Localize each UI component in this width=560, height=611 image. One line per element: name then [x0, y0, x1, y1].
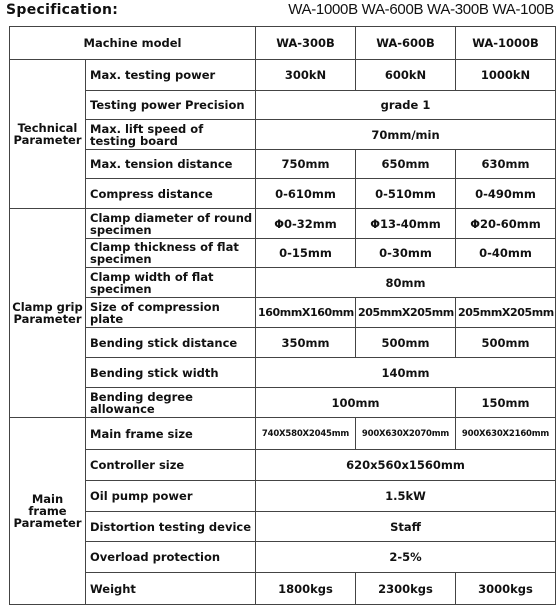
cell: 3000kgs: [456, 573, 556, 605]
table-row: [10, 209, 556, 239]
cell: 0-610mm: [256, 179, 356, 209]
row-label: Max. tension distance: [86, 150, 256, 179]
table-row: [10, 298, 556, 328]
cell: 0-40mm: [456, 239, 556, 268]
group-technical: Technical Parameter: [10, 60, 86, 209]
cell: 70mm/min: [256, 120, 556, 150]
cell: 0-490mm: [456, 179, 556, 209]
model-cell: WA-1000B: [456, 27, 556, 60]
cell: Staff: [256, 512, 556, 542]
row-label: Testing power Precision: [86, 91, 256, 120]
cell: 205mmX205mm: [356, 298, 456, 328]
cell: 100mm: [256, 388, 456, 418]
table-row: [10, 573, 556, 605]
page-title: Specification:: [6, 2, 119, 18]
table-row: [10, 418, 556, 450]
cell: 500mm: [456, 328, 556, 358]
model-label: Machine model: [10, 27, 256, 60]
cell: 160mmX160mm: [256, 298, 356, 328]
table-row: [10, 512, 556, 542]
cell: 630mm: [456, 150, 556, 179]
cell: 900X630X2070mm: [356, 418, 456, 450]
group-clamp: Clamp grip Parameter: [10, 209, 86, 418]
cell: 500mm: [356, 328, 456, 358]
table-row: [10, 91, 556, 120]
table-row: [10, 358, 556, 388]
table-row: [10, 239, 556, 268]
cell: 1800kgs: [256, 573, 356, 605]
table-row: [10, 481, 556, 512]
row-label: Compress distance: [86, 179, 256, 209]
cell: 0-15mm: [256, 239, 356, 268]
row-label: Main frame size: [86, 418, 256, 450]
model-cell: WA-600B: [356, 27, 456, 60]
cell: 140mm: [256, 358, 556, 388]
cell: 1.5kW: [256, 481, 556, 512]
row-label: Max. testing power: [86, 60, 256, 91]
cell: 2-5%: [256, 542, 556, 573]
row-label: Clamp diameter of round specimen: [86, 209, 256, 239]
cell: 0-510mm: [356, 179, 456, 209]
cell: 80mm: [256, 268, 556, 298]
cell: 620x560x1560mm: [256, 450, 556, 481]
cell: 350mm: [256, 328, 356, 358]
cell: Φ13-40mm: [356, 209, 456, 239]
cell: 1000kN: [456, 60, 556, 91]
spec-table: [9, 26, 556, 605]
row-label: Clamp width of flat specimen: [86, 268, 256, 298]
row-label: Oil pump power: [86, 481, 256, 512]
table-row: [10, 328, 556, 358]
cell: 900X630X2160mm: [456, 418, 556, 450]
cell: 2300kgs: [356, 573, 456, 605]
cell: 0-30mm: [356, 239, 456, 268]
row-label: Bending stick distance: [86, 328, 256, 358]
model-cell: WA-300B: [256, 27, 356, 60]
table-row: [10, 450, 556, 481]
row-label: Controller size: [86, 450, 256, 481]
table-row: [10, 542, 556, 573]
cell: 150mm: [456, 388, 556, 418]
table-row: [10, 268, 556, 298]
cell: 740X580X2045mm: [256, 418, 356, 450]
cell: 300kN: [256, 60, 356, 91]
table-row: [10, 388, 556, 418]
cell: Φ0-32mm: [256, 209, 356, 239]
cell: 650mm: [356, 150, 456, 179]
table-row: [10, 60, 556, 91]
row-label: Max. lift speed of testing board: [86, 120, 256, 150]
models-list: WA-1000B WA-600B WA-300B WA-100B: [288, 1, 554, 18]
table-row: [10, 120, 556, 150]
cell: grade 1: [256, 91, 556, 120]
table-row: [10, 179, 556, 209]
row-label: Clamp thickness of flat specimen: [86, 239, 256, 268]
cell: 750mm: [256, 150, 356, 179]
row-label: Weight: [86, 573, 256, 605]
group-main-frame: Main frame Parameter: [10, 418, 86, 605]
table-row: [10, 150, 556, 179]
table-header-row: [10, 27, 556, 60]
row-label: Overload protection: [86, 542, 256, 573]
cell: 205mmX205mm: [456, 298, 556, 328]
row-label: Size of compression plate: [86, 298, 256, 328]
row-label: Distortion testing device: [86, 512, 256, 542]
cell: Φ20-60mm: [456, 209, 556, 239]
row-label: Bending stick width: [86, 358, 256, 388]
cell: 600kN: [356, 60, 456, 91]
row-label: Bending degree allowance: [86, 388, 256, 418]
